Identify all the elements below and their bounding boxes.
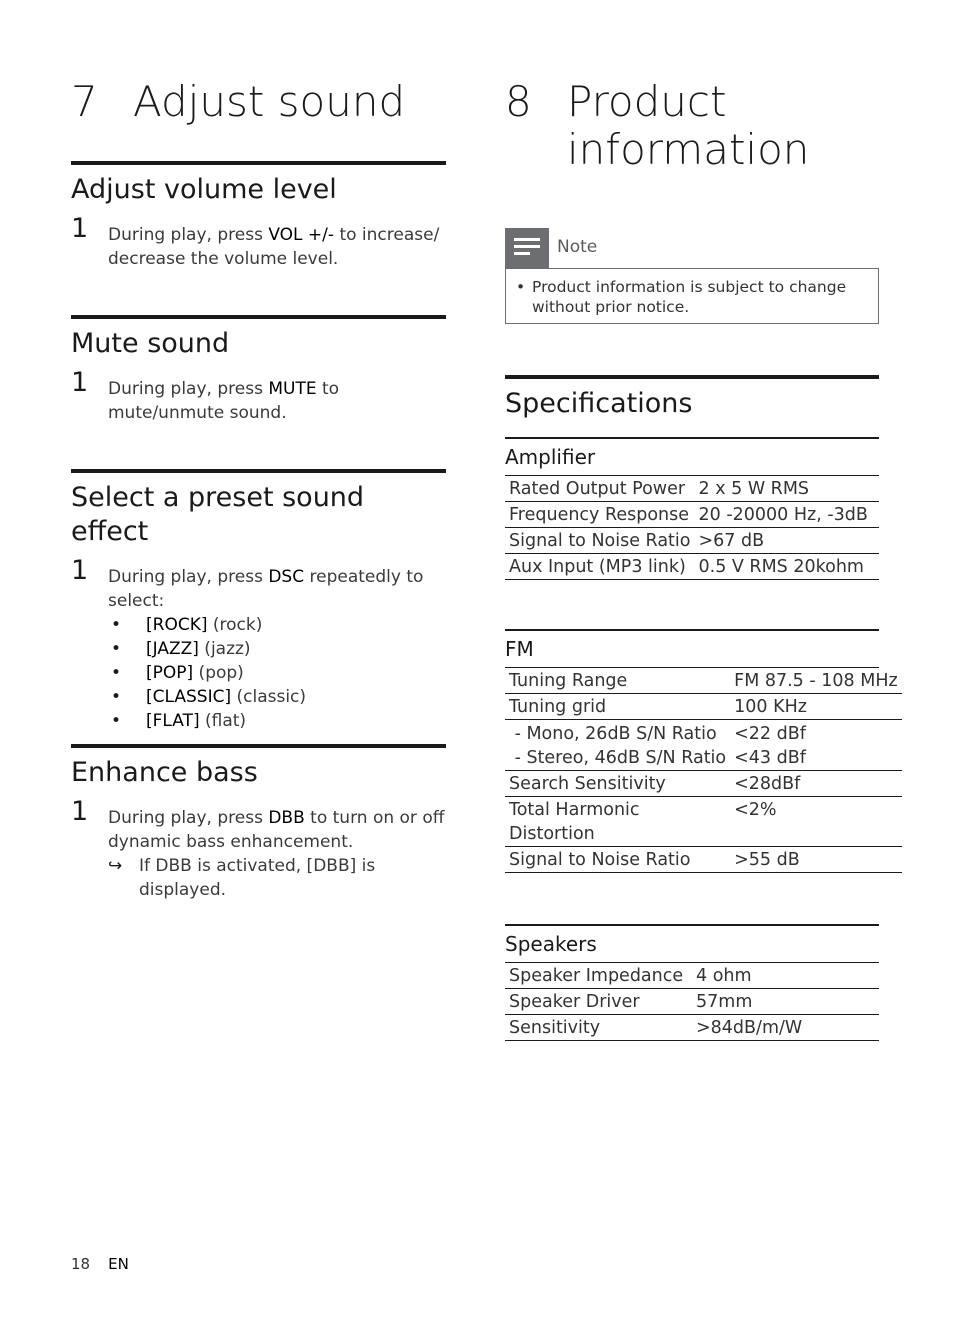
preset-keyword: [JAZZ] <box>146 639 199 659</box>
preset-keyword: [FLAT] <box>146 711 200 731</box>
language-code: EN <box>108 1255 129 1273</box>
table-row <box>505 502 879 528</box>
spec-name: Frequency Response <box>505 502 695 528</box>
step-number: 1 <box>71 213 89 244</box>
table-row <box>505 476 879 502</box>
step-keyword: DSC <box>268 567 305 587</box>
result-arrow-icon: ↪ <box>108 856 123 876</box>
note-header <box>505 228 879 268</box>
table-row <box>505 554 879 580</box>
spec-value: 0.5 V RMS 20kohm <box>695 554 880 580</box>
note-content <box>505 268 879 324</box>
preset-list <box>108 613 446 733</box>
fm-title: FM <box>505 635 879 668</box>
table-row <box>505 1015 879 1041</box>
step-text-end: to increase/ decrease the volume level. <box>108 225 440 269</box>
amplifier-table <box>505 476 879 580</box>
step-text: During play, press <box>108 808 269 828</box>
step-text: During play, press <box>108 567 269 587</box>
amplifier-block <box>505 437 879 580</box>
fm-table <box>505 668 902 873</box>
note-text-line2: without prior notice. <box>532 298 690 316</box>
table-row <box>505 989 879 1015</box>
spec-value <box>730 720 902 771</box>
step-text-end: to mute/unmute sound. <box>108 379 340 423</box>
preset-desc: (flat) <box>199 711 247 731</box>
spec-name: Speaker Impedance <box>505 963 692 989</box>
section-title: Mute sound <box>71 328 230 359</box>
note-bullet: • <box>516 278 526 296</box>
table-row <box>505 694 902 720</box>
spec-name: Tuning Range <box>505 668 730 694</box>
step <box>71 796 446 902</box>
page-footer <box>71 1255 129 1273</box>
step-keyword: VOL +/- <box>268 225 335 245</box>
step-keyword: DBB <box>268 808 305 828</box>
specifications-title: Specifications <box>505 388 693 419</box>
speakers-title: Speakers <box>505 930 879 963</box>
speakers-block <box>505 924 879 1041</box>
spec-name: Tuning grid <box>505 694 730 720</box>
spec-value: 4 ohm <box>692 963 879 989</box>
preset-desc: (pop) <box>193 663 244 683</box>
preset-desc: (rock) <box>207 615 263 635</box>
table-row <box>505 797 902 847</box>
preset-keyword: [CLASSIC] <box>146 687 232 707</box>
spec-name: Signal to Noise Ratio <box>505 528 695 554</box>
spec-value: FM 87.5 - 108 MHz <box>730 668 902 694</box>
specifications-section <box>505 375 879 421</box>
step-keyword: MUTE <box>268 379 317 399</box>
section-title: Enhance bass <box>71 757 258 788</box>
spec-value: >55 dB <box>730 847 902 873</box>
spec-subvalue: <22 dBf <box>734 724 806 744</box>
spec-value: 57mm <box>692 989 879 1015</box>
table-row <box>505 720 902 771</box>
step <box>71 555 446 733</box>
preset-desc: (classic) <box>231 687 307 707</box>
note-label: Note <box>557 237 598 257</box>
spec-name: Search Sensitivity <box>505 771 730 797</box>
preset-keyword: [POP] <box>146 663 194 683</box>
section-preset-sound-effect <box>71 469 446 733</box>
step-text: During play, press <box>108 379 269 399</box>
chapter-title: Adjust sound <box>133 77 406 126</box>
speakers-table <box>505 963 879 1041</box>
step-number: 1 <box>71 555 89 586</box>
table-row <box>505 963 879 989</box>
preset-jazz <box>108 637 446 661</box>
preset-classic <box>108 685 446 709</box>
section-adjust-volume <box>71 161 446 271</box>
step-number: 1 <box>71 367 89 398</box>
step <box>71 367 446 425</box>
spec-value: <28dBf <box>730 771 902 797</box>
spec-subname: - Stereo, 46dB S/N Ratio <box>509 748 727 768</box>
spec-value: >84dB/m/W <box>692 1015 879 1041</box>
spec-subvalue: <43 dBf <box>734 748 806 768</box>
spec-name-line: Total Harmonic <box>509 800 640 820</box>
spec-name <box>505 797 730 847</box>
step-text: During play, press <box>108 225 269 245</box>
table-row <box>505 771 902 797</box>
spec-value: <2% <box>730 797 902 847</box>
preset-keyword: [ROCK] <box>146 615 208 635</box>
step-result <box>108 854 446 902</box>
section-title: Adjust volume level <box>71 174 337 205</box>
step-text-end: to turn on or off dynamic bass enhancement. <box>108 808 445 852</box>
section-enhance-bass <box>71 744 446 902</box>
chapter-title-line1: Product <box>567 77 727 126</box>
note-text-line1: Product information is subject to change <box>532 278 847 296</box>
note-box <box>505 228 879 324</box>
table-row <box>505 668 902 694</box>
preset-pop <box>108 661 446 685</box>
spec-value: 2 x 5 W RMS <box>695 476 880 502</box>
spec-value: 20 -20000 Hz, -3dB <box>695 502 880 528</box>
table-row <box>505 528 879 554</box>
spec-name: Rated Output Power <box>505 476 695 502</box>
preset-desc: (jazz) <box>198 639 251 659</box>
preset-flat <box>108 709 446 733</box>
section-title: Select a preset sound effect <box>71 482 365 547</box>
section-mute-sound <box>71 315 446 425</box>
spec-name <box>505 720 730 771</box>
step-number: 1 <box>71 796 89 827</box>
spec-name: Signal to Noise Ratio <box>505 847 730 873</box>
fm-block <box>505 629 898 873</box>
spec-name: Speaker Driver <box>505 989 692 1015</box>
page-number: 18 <box>71 1255 91 1273</box>
result-text: If DBB is activated, [DBB] is displayed. <box>139 856 376 900</box>
spec-name: Sensitivity <box>505 1015 692 1041</box>
step-text-end: repeatedly to select: <box>108 567 424 611</box>
step <box>71 213 446 271</box>
spec-value: >67 dB <box>695 528 880 554</box>
spec-name: Aux Input (MP3 link) <box>505 554 695 580</box>
spec-name-line: Distortion <box>509 824 595 844</box>
note-icon <box>505 228 549 268</box>
spec-value: 100 KHz <box>730 694 902 720</box>
spec-subname: - Mono, 26dB S/N Ratio <box>509 724 717 744</box>
table-row <box>505 847 902 873</box>
preset-rock <box>108 613 446 637</box>
amplifier-title: Amplifier <box>505 443 879 476</box>
chapter-title-line2: information <box>567 125 810 174</box>
chapter-number: 8 <box>505 77 532 126</box>
chapter-number: 7 <box>71 77 98 126</box>
